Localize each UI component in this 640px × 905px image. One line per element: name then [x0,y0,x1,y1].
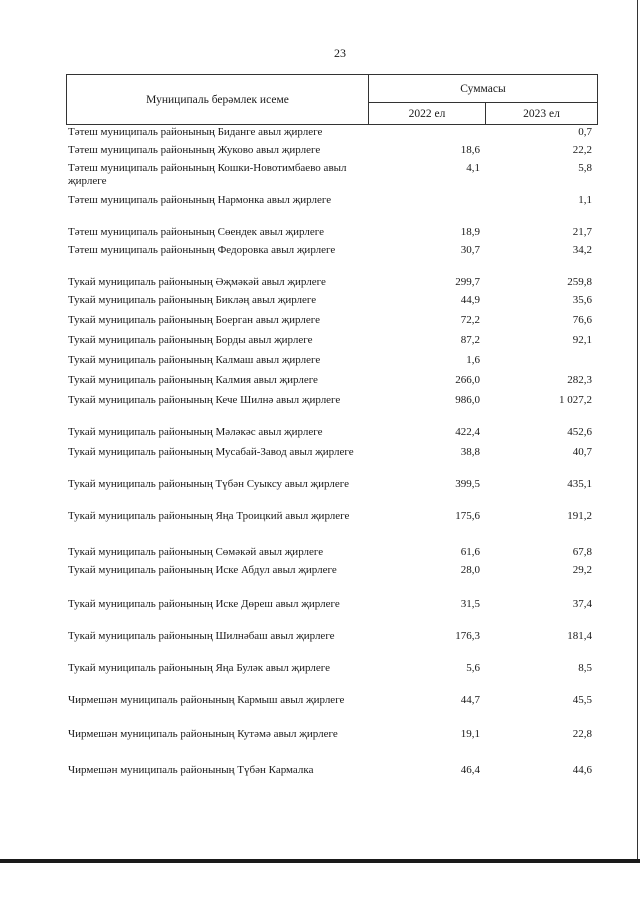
value-2023: 29,2 [572,564,592,576]
value-2022: 5,6 [466,662,480,674]
page-bottom-border [0,859,640,863]
value-2022: 266,0 [455,374,480,386]
header-year-2022: 2022 ел [369,103,486,124]
value-2023: 22,8 [572,728,592,740]
value-2023: 34,2 [572,244,592,256]
municipality-name: Чирмешән муниципаль районының Түбән Кармалка [68,764,314,776]
municipality-name: Тәтеш муниципаль районының Жуково авыл җирлеге [68,144,321,156]
municipality-name: Тукай муниципаль районының Шилнәбаш авыл җирлеге [68,630,335,642]
municipality-name: Тукай муниципаль районының Яңа Буләк авыл җирлеге [68,662,331,674]
value-2023: 67,8 [572,546,592,558]
municipality-name: Чирмешән муниципаль районының Кармыш авыл җирлеге [68,694,345,706]
value-2022: 19,1 [460,728,480,740]
municipality-name: Тукай муниципаль районының Түбән Суыксу авыл җирлеге [68,478,349,490]
value-2022: 44,9 [460,294,480,306]
municipality-name: Тукай муниципаль районының Боерган авыл җирлеге [68,314,320,326]
municipality-name: Тәтеш муниципаль районының Кошки-Новотимбаево авыл җирлеге [68,162,347,187]
page-number: 23 [334,46,346,60]
municipality-name: Тәтеш муниципаль районының Федоровка авыл җирлеге [68,244,336,256]
municipality-name: Тукай муниципаль районының Яңа Троицкий авыл җирлеге [68,510,350,522]
municipality-name: Тәтеш муниципаль районының Нармонка авыл җирлеге [68,194,332,206]
value-2023: 44,6 [572,764,592,776]
value-2022: 422,4 [455,426,480,438]
page-right-border [637,0,639,861]
value-2023: 76,6 [572,314,592,326]
value-2023: 45,5 [572,694,592,706]
value-2023: 0,7 [578,126,592,138]
municipality-name: Тукай муниципаль районының Әҗмәкәй авыл җирлеге [68,276,326,288]
value-2023: 22,2 [572,144,592,156]
municipality-name: Тукай муниципаль районының Кече Шилнә авыл җирлеге [68,394,341,406]
value-2023: 1,1 [578,194,592,206]
value-2022: 30,7 [460,244,480,256]
value-2023: 1 027,2 [559,394,592,406]
table-header [66,74,598,125]
value-2023: 37,4 [572,598,592,610]
value-2022: 4,1 [466,162,480,174]
value-2022: 176,3 [455,630,480,642]
municipality-name: Тукай муниципаль районының Мәләкәс авыл җирлеге [68,426,323,438]
header-sums: Суммасы [369,75,597,103]
value-2022: 87,2 [460,334,480,346]
value-2023: 21,7 [572,226,592,238]
value-2023: 452,6 [567,426,592,438]
value-2023: 435,1 [567,478,592,490]
municipality-name: Чирмешән муниципаль районының Кутәмә авыл җирлеге [68,728,338,740]
value-2022: 61,6 [460,546,480,558]
value-2022: 18,9 [460,226,480,238]
value-2022: 38,8 [460,446,480,458]
value-2023: 35,6 [572,294,592,306]
header-year-2023: 2023 ел [523,107,560,120]
value-2022: 28,0 [460,564,480,576]
municipality-name: Тәтеш муниципаль районының Биданге авыл җирлеге [68,126,323,138]
value-2023: 5,8 [578,162,592,174]
municipality-name: Тукай муниципаль районының Борды авыл җирлеге [68,334,313,346]
value-2022: 46,4 [460,764,480,776]
municipality-name: Тукай муниципаль районының Калмия авыл җирлеге [68,374,318,386]
value-2022: 18,6 [460,144,480,156]
value-2022: 399,5 [455,478,480,490]
municipality-name: Тукай муниципаль районының Мусабай-Завод авыл җирлеге [68,446,354,458]
value-2023: 191,2 [567,510,592,522]
value-2023: 259,8 [567,276,592,288]
value-2022: 175,6 [455,510,480,522]
value-2023: 92,1 [572,334,592,346]
value-2022: 31,5 [460,598,480,610]
municipality-name: Тукай муниципаль районының Иске Абдул авыл җирлеге [68,564,337,576]
value-2023: 40,7 [572,446,592,458]
value-2023: 282,3 [567,374,592,386]
value-2023: 8,5 [578,662,592,674]
header-municipality-name: Муниципаль берәмлек исеме [67,75,369,124]
municipality-name: Тукай муниципаль районының Сөмәкәй авыл җирлеге [68,546,324,558]
value-2022: 986,0 [455,394,480,406]
value-2022: 299,7 [455,276,480,288]
municipality-name: Тукай муниципаль районының Иске Дөреш авыл җирлеге [68,598,340,610]
value-2022: 44,7 [460,694,480,706]
municipality-name: Тукай муниципаль районының Бикләң авыл җирлеге [68,294,317,306]
value-2022: 72,2 [460,314,480,326]
value-2022: 1,6 [466,354,480,366]
municipality-name: Тукай муниципаль районының Калмаш авыл җирлеге [68,354,321,366]
municipality-name: Тәтеш муниципаль районының Сөендек авыл җирлеге [68,226,324,238]
value-2023: 181,4 [567,630,592,642]
